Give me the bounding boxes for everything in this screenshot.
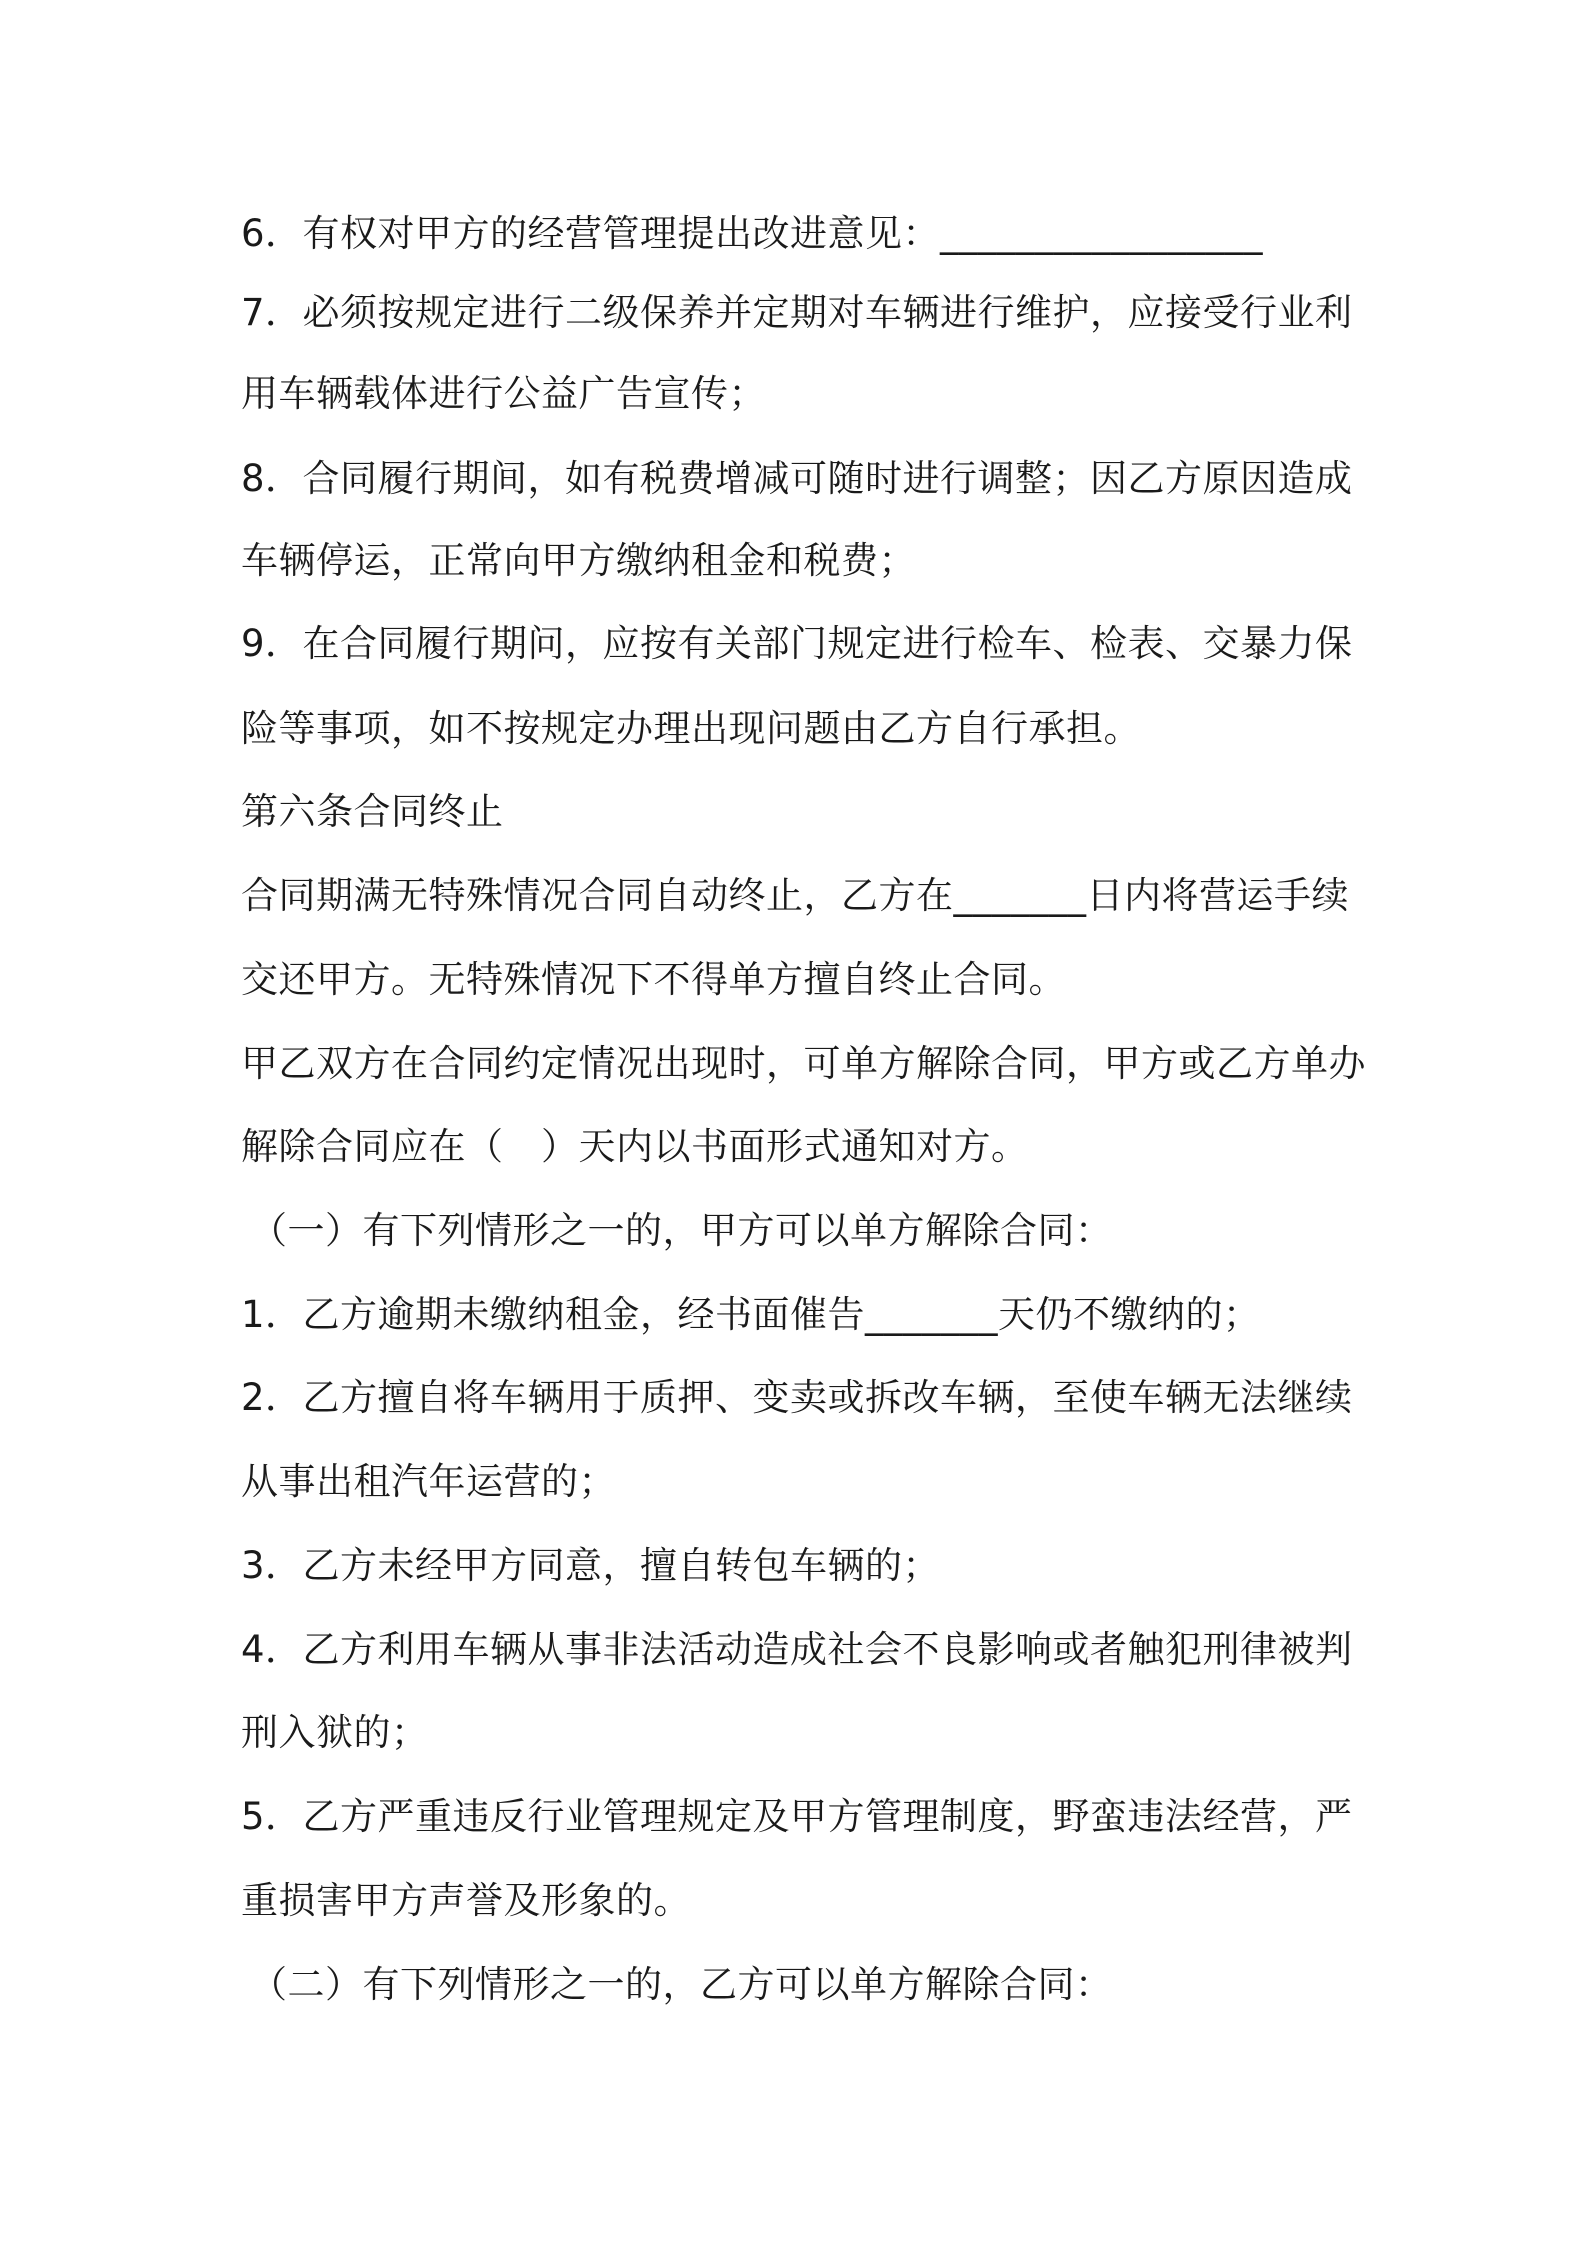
clause-item-7-continued: 用车辆载体进行公益广告宣传； [241,372,766,415]
termination-paragraph-continued: 交还甲方。无特殊情况下不得单方擅自终止合同。 [241,958,1066,1001]
subsection-heading-party-b: （二）有下列情形之一的，乙方可以单方解除合同： [250,1963,1113,2006]
party-a-item-2: 2．乙方擅自将车辆用于质押、变卖或拆改车辆，至使车辆无法继续 [241,1376,1353,1419]
section-heading: 第六条合同终止 [241,790,504,833]
clause-item-6: 6．有权对甲方的经营管理提出改进意见：_________________ [241,212,1264,255]
party-a-item-1: 1．乙方逾期未缴纳租金，经书面催告_______天仍不缴纳的； [241,1293,1261,1336]
clause-item-9: 9．在合同履行期问，应按有关部门规定进行检车、检表、交暴力保 [241,622,1353,665]
party-a-item-4: 4．乙方利用车辆从事非法活动造成社会不良影响或者触犯刑律被判 [241,1628,1353,1671]
party-a-item-4-continued: 刑入狱的； [241,1711,429,1754]
party-a-item-3: 3．乙方未经甲方同意，擅自转包车辆的； [241,1544,941,1587]
party-a-item-5-continued: 重损害甲方声誉及形象的。 [241,1879,691,1922]
unilateral-termination-paragraph: 甲乙双方在合同约定情况出现时，可单方解除合同，甲方或乙方单办 [241,1042,1366,1085]
party-a-item-5: 5．乙方严重违反行业管理规定及甲方管理制度，野蛮违法经营，严 [241,1795,1353,1838]
party-a-item-2-continued: 从事出租汽年运营的； [241,1460,616,1503]
unilateral-termination-paragraph-continued: 解除合同应在（ ）天内以书面形式通知对方。 [241,1125,1029,1168]
clause-item-7: 7．必须按规定进行二级保养并定期对车辆进行维护，应接受行业利 [241,291,1353,334]
termination-paragraph: 合同期满无特殊情况合同自动终止，乙方在_______日内将营运手续 [241,874,1349,917]
subsection-heading-party-a: （一）有下列情形之一的，甲方可以单方解除合同： [250,1209,1113,1252]
clause-item-8-continued: 车辆停运，正常向甲方缴纳租金和税费； [241,539,916,582]
clause-item-8: 8．合同履行期间，如有税费增减可随时进行调整；因乙方原因造成 [241,457,1353,500]
clause-item-9-continued: 险等事项，如不按规定办理出现问题由乙方自行承担。 [241,707,1141,750]
